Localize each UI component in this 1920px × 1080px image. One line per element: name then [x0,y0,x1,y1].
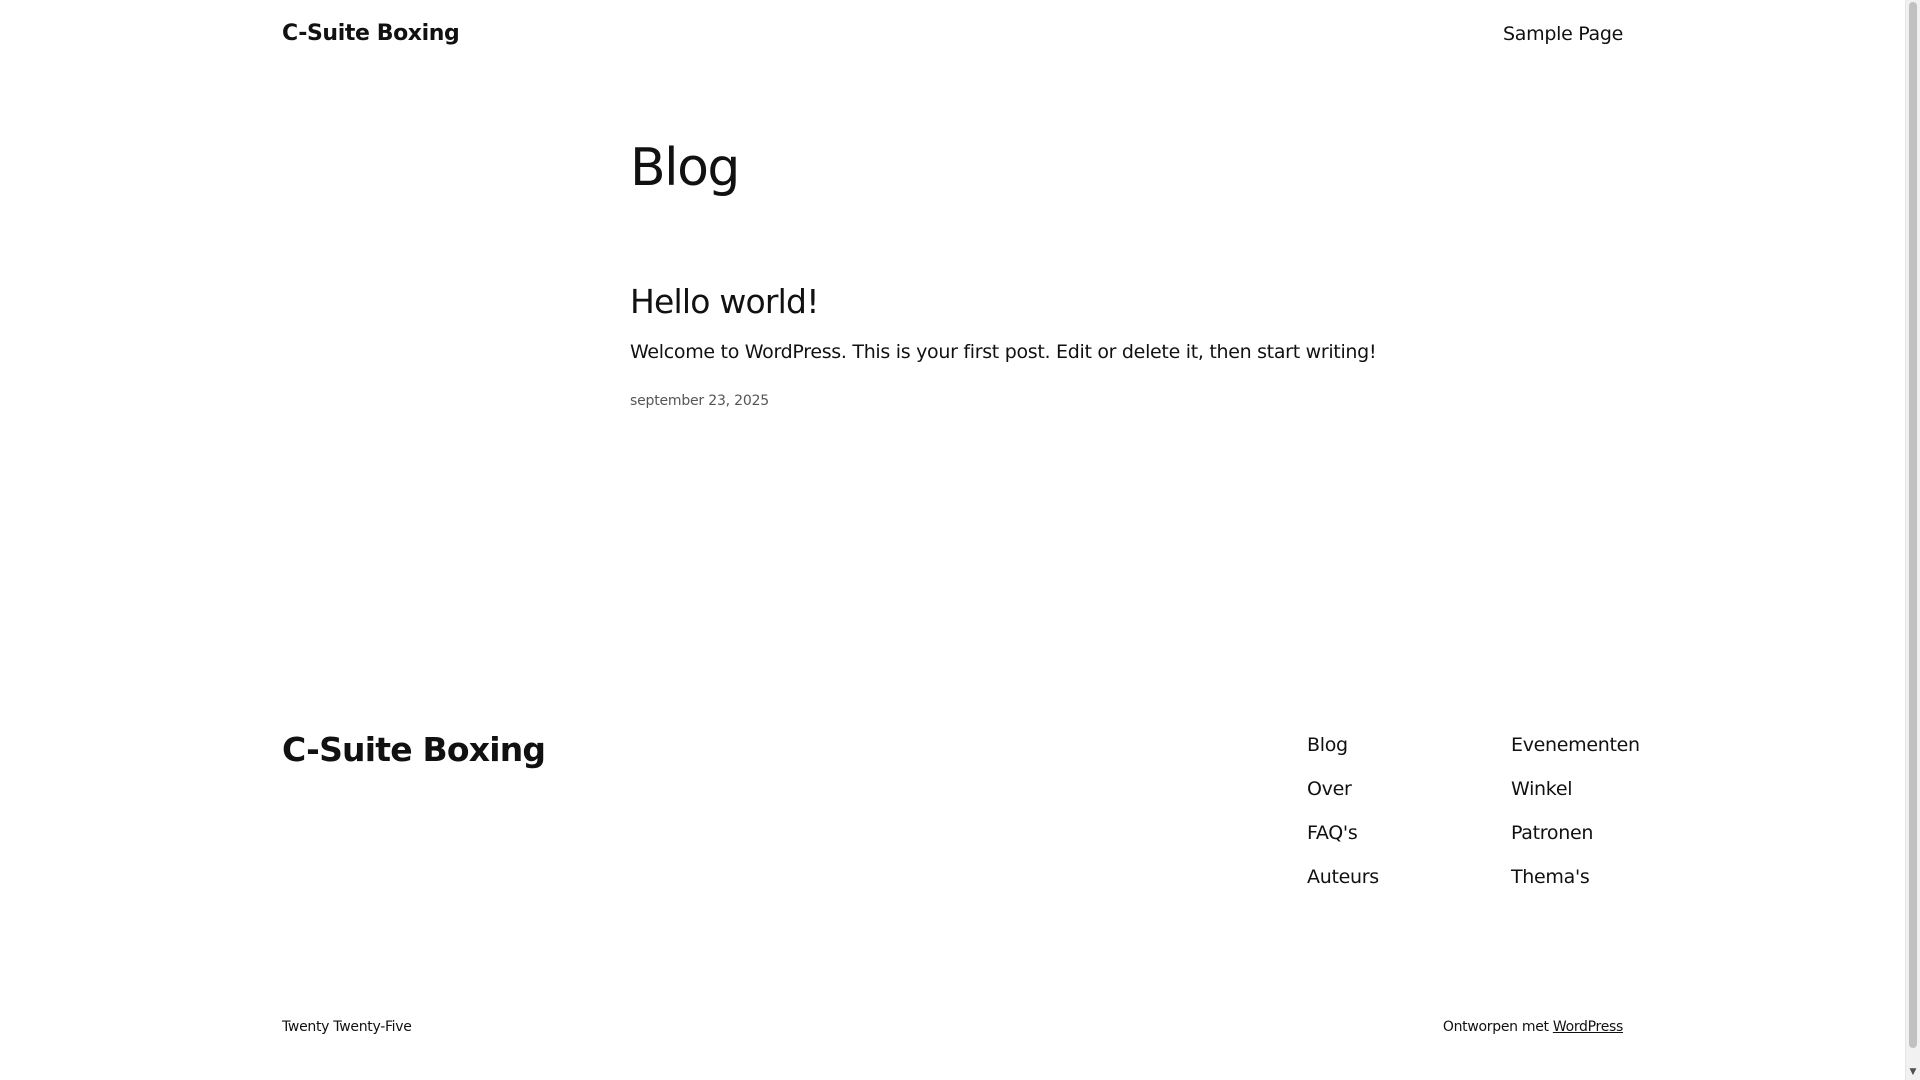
footer-nav-column-2 [1511,733,1640,890]
footer-link-blog[interactable]: Blog [1307,734,1348,756]
footer-link-themas[interactable]: Thema's [1511,866,1590,888]
theme-credit: Twenty Twenty-Five [282,1019,412,1035]
designed-with-prefix: Ontworpen met [1442,1019,1549,1035]
scroll-down-arrow-icon[interactable]: ▼ [1909,1067,1917,1077]
designed-with-credit [1443,1019,1623,1035]
footer-nav-column-1 [1307,733,1379,890]
footer-link-evenementen[interactable]: Evenementen [1511,734,1640,756]
post-title-link[interactable]: Hello world! [630,282,819,321]
footer-site-title-link[interactable]: C-Suite Boxing [282,730,546,769]
vertical-scrollbar[interactable] [1905,0,1920,1080]
nav-item-sample-page[interactable]: Sample Page [1503,23,1623,45]
footer-link-faqs[interactable]: FAQ's [1307,822,1358,844]
footer-link-auteurs[interactable]: Auteurs [1307,866,1379,888]
post-excerpt: Welcome to WordPress. This is your first post. Edit or delete it, then start writing! [630,341,1377,363]
site-title-link[interactable]: C-Suite Boxing [282,21,460,46]
page-title: Blog [630,138,739,198]
post-date: september 23, 2025 [630,393,769,409]
wordpress-link[interactable]: WordPress [1552,1019,1623,1035]
footer-link-over[interactable]: Over [1307,778,1352,800]
footer-link-winkel[interactable]: Winkel [1511,778,1573,800]
scrollbar-thumb[interactable] [1909,2,1917,1048]
footer-link-patronen[interactable]: Patronen [1511,822,1594,844]
